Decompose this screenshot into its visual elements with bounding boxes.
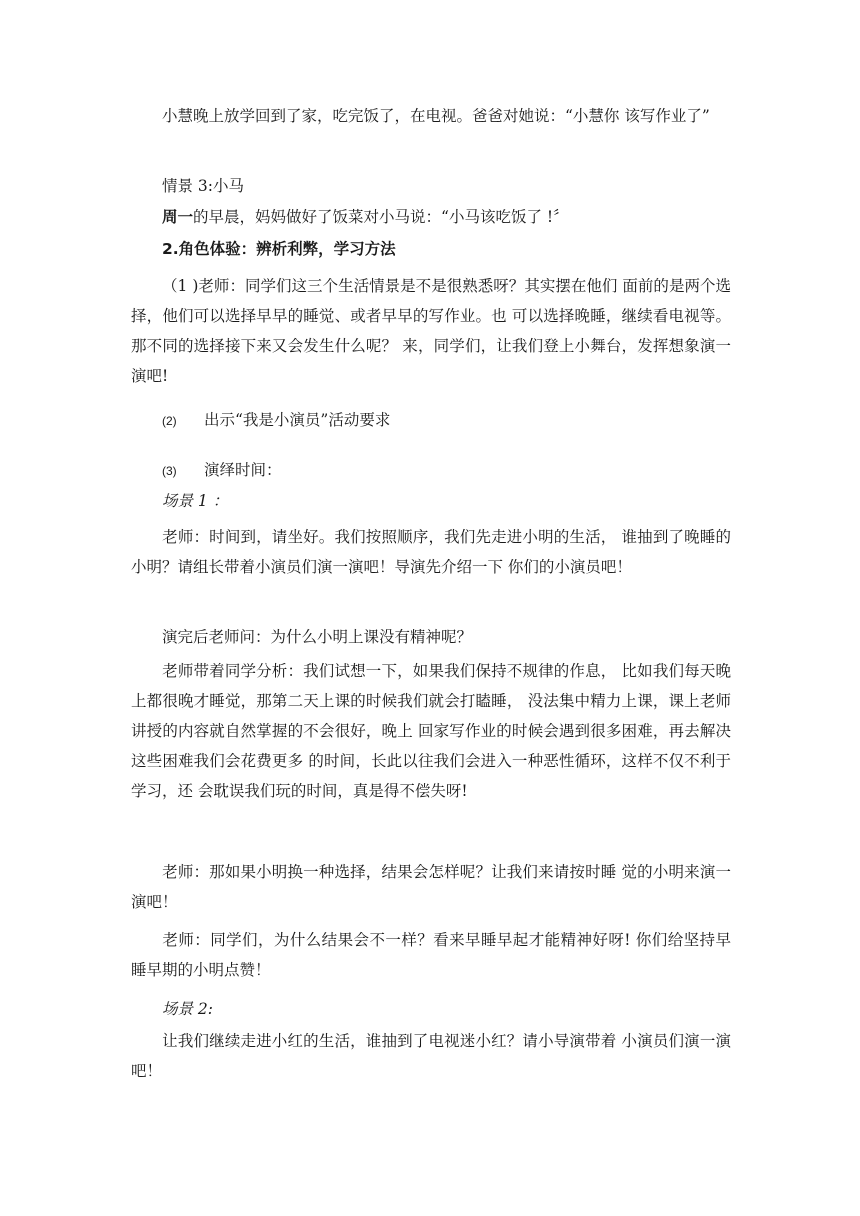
numbered-item [131, 405, 731, 436]
paragraph [131, 622, 731, 652]
paragraph-text: 老师：同学们，为什么结果会不一样？看来早睡早起才能精神好呀! 你们给坚持早睡早期的小明点赞！ [131, 931, 731, 979]
scene-heading [131, 994, 731, 1024]
paragraph [131, 857, 731, 917]
paragraph-text: 出示“我是小演员”活动要求 [204, 411, 391, 429]
paragraph-text: 2.角色体验：辨析利弊，学习方法 [162, 240, 396, 258]
scene-heading [131, 486, 731, 516]
paragraph [131, 101, 731, 131]
paragraph-text: 演绎时间： [204, 461, 282, 479]
paragraph [131, 522, 731, 582]
paragraph-text: 情景 3:小马 [162, 177, 245, 195]
item-number: (3) [162, 464, 177, 478]
paragraph [131, 656, 731, 806]
bold-prefix: 周一 [162, 208, 194, 226]
paragraph-text: 场景 2: [162, 1000, 214, 1018]
paragraph-text: 演完后老师问：为什么小明上课没有精神呢？ [162, 628, 473, 646]
paragraph-text: 让我们继续走进小红的生活，谁抽到了电视迷小红？请小导演带着 小演员们演一演吧！ [131, 1032, 731, 1080]
paragraph-text: 的早晨，妈妈做好了饭菜对小马说：“小马该吃饭了 !〞 [193, 208, 569, 226]
paragraph-text: （1 )老师：同学们这三个生活情景是不是很熟悉呀？其实摆在他们 面前的是两个选择，他们可以选择早早的睡觉、或者早早的写作业。也 可以选择晚睡，继续看电视等。那不同的选择接下来又会发生什么呢？ 来，同学们，让我们登上小舞台，发挥想象演一演吧! [131, 277, 731, 385]
item-number: (2) [162, 414, 177, 428]
paragraph [131, 202, 731, 232]
paragraph-text: 小慧晚上放学回到了家，吃完饭了，在电视。爸爸对她说：“小慧你 该写作业了” [162, 107, 710, 125]
paragraph-text: 老师：那如果小明换一种选择，结果会怎样呢？让我们来请按时睡 觉的小明来演一演吧！ [131, 863, 731, 911]
paragraph-text: 老师带着同学分析：我们试想一下，如果我们保持不规律的作息， 比如我们每天晚上都很晚才睡觉，那第二天上课的时候我们就会打瞌睡， 没法集中精力上课，课上老师讲授的内容就自然掌握的不会很好，晚上 回家写作业的时候会遇到很多困难，再去解决这些困难我们会花费更多 的时间，长此以往我们会进入一种恶性循环，这样不仅不利于学习，还 会耽误我们玩的时间，真是得不偿失呀! [131, 662, 731, 800]
paragraph-text: 场景 1 ： [162, 492, 229, 510]
section-heading [131, 234, 731, 264]
scene-heading [131, 171, 731, 201]
paragraph [131, 271, 731, 391]
numbered-item [131, 455, 731, 486]
paragraph [131, 1026, 731, 1086]
paragraph [131, 925, 731, 985]
paragraph-text: 老师：时间到，请坐好。我们按照顺序，我们先走进小明的生活， 谁抽到了晚睡的小明？请组长带着小演员们演一演吧！导演先介绍一下 你们的小演员吧！ [131, 528, 731, 576]
